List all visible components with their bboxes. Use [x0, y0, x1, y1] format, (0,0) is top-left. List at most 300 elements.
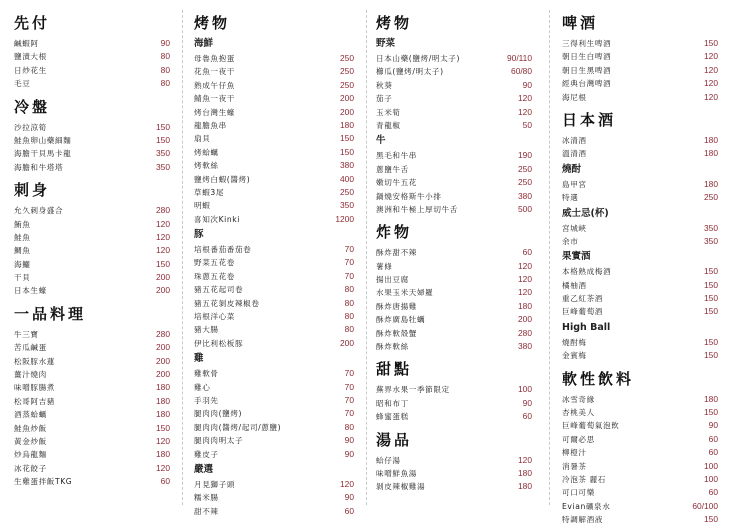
item-name: 杏桃美人 [562, 408, 595, 418]
menu-item [14, 284, 170, 297]
item-price: 350 [704, 222, 718, 233]
item-price: 120 [156, 218, 170, 229]
item-name: 特選 [562, 193, 579, 203]
item-price: 250 [518, 177, 532, 188]
subsection-heading: 雞 [194, 353, 204, 365]
menu-item [14, 462, 170, 475]
menu-item [562, 513, 718, 526]
item-price: 200 [156, 369, 170, 380]
item-price: 60 [708, 487, 718, 498]
item-price: 250 [704, 192, 718, 203]
item-name: 野菜五花卷 [194, 258, 235, 268]
item-price: 60/80 [511, 66, 532, 77]
item-price: 350 [340, 200, 354, 211]
menu-item [14, 368, 170, 381]
subsection-heading: 野菜 [376, 38, 396, 49]
item-name: 毛豆 [14, 79, 31, 89]
menu-item [376, 467, 532, 480]
item-name: 雞心 [194, 382, 211, 392]
menu-item [194, 256, 354, 269]
item-price: 100 [704, 460, 718, 471]
item-price: 60/100 [692, 500, 718, 511]
item-price: 80 [344, 311, 354, 322]
item-name: 冰花餃子 [14, 463, 47, 473]
item-price: 120 [156, 435, 170, 446]
item-name: 海膽和牛塔塔 [14, 162, 64, 172]
item-name: 海尼根 [562, 92, 587, 102]
item-price: 50 [522, 119, 532, 130]
item-name: 黑毛和牛串 [376, 151, 417, 161]
item-name: 甜不辣 [194, 506, 219, 516]
item-name: 三得利生啤酒 [562, 39, 612, 48]
item-name: 日本山藥(鹽烤/明太子) [376, 54, 461, 63]
item-name: 青龍椒 [376, 120, 401, 130]
menu-item [194, 297, 354, 310]
menu-item [376, 397, 532, 410]
item-price: 120 [518, 287, 532, 298]
subsection-heading: 海鮮 [194, 38, 214, 49]
menu-item [194, 323, 354, 336]
item-price: 90 [708, 420, 718, 431]
item-name: 可口可樂 [562, 488, 595, 498]
item-name: 橘柚酒 [562, 280, 587, 290]
item-name: 牛三寶 [14, 329, 39, 339]
menu-item [194, 146, 354, 159]
section-heading: 先付 [14, 14, 51, 32]
item-price: 150 [156, 422, 170, 433]
item-price: 80 [344, 421, 354, 432]
menu-item [562, 433, 718, 446]
menu-item [376, 79, 532, 92]
menu-item [376, 383, 532, 396]
item-price: 380 [518, 190, 532, 201]
menu-item [194, 421, 354, 434]
menu-item [562, 77, 718, 90]
item-price: 100 [704, 473, 718, 484]
menu-item [14, 448, 170, 461]
menu-item [376, 480, 532, 493]
item-name: 龍膽魚串 [194, 120, 227, 130]
menu-item [376, 327, 532, 340]
item-name: 烤蛤蠣 [194, 147, 219, 157]
item-name: 酥炸廣島牡蠣 [376, 315, 426, 325]
section-heading: 刺身 [14, 181, 51, 200]
item-name: 雞皮子 [194, 449, 219, 459]
item-price: 150 [704, 293, 718, 304]
menu-item [194, 173, 354, 186]
item-name: 酥炸甜不辣 [376, 248, 417, 258]
item-price: 180 [156, 449, 170, 460]
item-price: 200 [156, 355, 170, 366]
item-price: 250 [518, 163, 532, 174]
item-price: 150 [704, 336, 718, 347]
item-name: 燒酎梅 [562, 337, 587, 347]
item-price: 180 [156, 395, 170, 406]
menu-item [194, 79, 354, 92]
item-name: 手羽先 [194, 395, 219, 405]
item-name: 鍋燒安格斯牛小排 [376, 191, 442, 201]
item-price: 150 [704, 350, 718, 361]
item-name: 余市 [562, 236, 579, 246]
item-name: 允久刺身盛合 [14, 206, 64, 216]
menu-item [376, 163, 532, 176]
subsection-heading: 燒酎 [562, 163, 582, 175]
section-heading: 湯品 [376, 430, 413, 449]
item-name: Evian礦泉水 [562, 501, 611, 511]
item-name: 本格熟成梅酒 [562, 267, 612, 277]
item-name: 酥炸軟殼蟹 [376, 328, 417, 338]
item-name: 腿肉肉(醬烤/起司/蔥鹽) [194, 422, 282, 432]
subsection-heading: High Ball [562, 321, 611, 333]
subsection-heading: 嚴選 [194, 463, 214, 475]
menu-item [194, 92, 354, 105]
item-price: 120 [156, 231, 170, 242]
menu-item [376, 203, 532, 216]
menu-item [562, 486, 718, 499]
menu-item [376, 246, 532, 259]
menu-item [14, 77, 170, 90]
item-name: 島甲宮 [562, 179, 587, 189]
item-name: 沙拉涼筍 [14, 122, 47, 132]
item-price: 80 [344, 284, 354, 295]
menu-item [14, 204, 170, 217]
item-price: 150 [704, 279, 718, 290]
item-price: 350 [704, 235, 718, 246]
item-price: 150 [704, 514, 718, 525]
item-name: 冷泡茶 麗石 [562, 474, 606, 484]
item-name: 烤軟絲 [194, 161, 219, 171]
menu-item [194, 199, 354, 212]
menu-item [14, 355, 170, 368]
menu-item [562, 393, 718, 406]
item-price: 180 [518, 467, 532, 478]
menu-item [562, 91, 718, 104]
item-price: 90 [522, 79, 532, 90]
item-name: 金賓梅 [562, 351, 587, 361]
subsection-heading: 威士忌(杯) [562, 207, 609, 219]
item-price: 250 [340, 186, 354, 197]
item-name: 嫩切牛五花 [376, 178, 417, 188]
item-price: 120 [518, 260, 532, 271]
item-price: 80 [160, 64, 170, 75]
menu-item [562, 235, 718, 248]
item-name: 扇貝 [194, 134, 211, 144]
item-name: 揚出豆腐 [376, 275, 409, 285]
menu-item [376, 286, 532, 299]
item-price: 200 [156, 272, 170, 283]
menu-item [194, 478, 354, 491]
item-name: 鮭魚 [14, 232, 31, 242]
item-name: 豬五花剝皮辣椒卷 [194, 298, 260, 308]
item-price: 180 [156, 382, 170, 393]
menu-item [194, 283, 354, 296]
item-name: 酒蒸蛤蠣 [14, 410, 47, 420]
menu-item [194, 367, 354, 380]
section-heading: 炸物 [376, 223, 413, 242]
menu-column-2 [194, 10, 354, 518]
menu-item [194, 119, 354, 132]
item-name: 鮪魚 [14, 219, 31, 229]
menu-item [14, 341, 170, 354]
item-name: 培根番茄番茄卷 [194, 245, 252, 255]
menu-item [194, 407, 354, 420]
item-price: 150 [340, 146, 354, 157]
item-name: 蛤仔湯 [376, 455, 401, 465]
item-price: 150 [156, 121, 170, 132]
item-name: 剝皮辣椒雞湯 [376, 482, 426, 492]
menu-item [14, 231, 170, 244]
item-price: 80 [160, 78, 170, 89]
item-price: 280 [156, 328, 170, 339]
item-name: 鮭魚卵山藥細麵 [14, 135, 72, 145]
item-name: 重乙紅茶酒 [562, 294, 603, 304]
item-price: 120 [518, 274, 532, 285]
item-name: 秋葵 [376, 80, 393, 90]
item-price: 100 [518, 384, 532, 395]
item-price: 70 [344, 408, 354, 419]
item-name: 黃金炒飯 [14, 436, 47, 446]
section-heading: 烤物 [376, 14, 413, 32]
item-name: 水果玉米天婦羅 [376, 288, 434, 298]
item-name: 豬大腸 [194, 325, 219, 335]
item-price: 120 [156, 245, 170, 256]
item-name: 日本生蠔 [14, 286, 47, 296]
item-price: 120 [156, 462, 170, 473]
subsection-heading: 牛 [376, 135, 386, 147]
item-price: 250 [340, 79, 354, 90]
item-name: 伊比利松板豚 [194, 338, 244, 348]
menu-item [562, 37, 718, 50]
item-name: 豬五花起司卷 [194, 285, 244, 295]
menu-column-4 [562, 10, 718, 527]
item-price: 380 [340, 160, 354, 171]
menu-item [194, 337, 354, 350]
menu-item [14, 328, 170, 341]
column-divider [182, 10, 183, 505]
item-name: 月見獅子頭 [194, 479, 235, 489]
item-price: 250 [340, 53, 354, 63]
menu-item [194, 381, 354, 394]
menu-item [562, 279, 718, 292]
item-price: 200 [156, 342, 170, 353]
item-price: 120 [340, 478, 354, 489]
item-name: 柳橙汁 [562, 448, 587, 458]
item-price: 90 [160, 38, 170, 48]
item-price: 150 [704, 266, 718, 277]
item-name: 鯛魚 [14, 246, 31, 256]
item-name: 鯖魚一夜干 [194, 94, 235, 104]
item-price: 90 [344, 492, 354, 503]
item-price: 120 [518, 106, 532, 117]
item-name: 海膽干貝馬卡龍 [14, 149, 72, 159]
menu-item [14, 37, 170, 50]
item-price: 280 [518, 327, 532, 338]
item-price: 70 [344, 257, 354, 268]
item-name: 苦瓜鹹蛋 [14, 343, 47, 353]
item-name: 蕪界水果一季節限定 [376, 385, 450, 395]
item-price: 120 [704, 78, 718, 89]
item-name: 鹽漬大根 [14, 52, 47, 62]
item-price: 200 [156, 285, 170, 296]
menu-item [562, 406, 718, 419]
item-price: 180 [704, 393, 718, 404]
item-price: 180 [704, 134, 718, 145]
menu-column-3 [376, 10, 532, 494]
subsection-heading: 豚 [194, 229, 204, 241]
item-name: 味噌豚腸煮 [14, 383, 55, 393]
item-price: 400 [340, 173, 354, 184]
menu-column-1 [14, 10, 170, 489]
item-name: 生雞蛋拌飯TKG [14, 477, 73, 487]
item-price: 120 [518, 93, 532, 104]
item-price: 150 [156, 258, 170, 269]
section-heading: 冷盤 [14, 97, 51, 116]
item-price: 120 [704, 64, 718, 75]
menu-item [194, 186, 354, 199]
column-divider [366, 10, 367, 505]
menu-item [376, 106, 532, 119]
item-name: 冰雪奇緣 [562, 394, 595, 404]
item-price: 200 [340, 337, 354, 348]
item-price: 200 [340, 106, 354, 117]
menu-item [14, 161, 170, 174]
item-name: 蜂蜜蛋糕 [376, 412, 409, 422]
item-price: 80 [344, 324, 354, 335]
item-name: 鮭魚炒飯 [14, 423, 47, 433]
menu-item [562, 50, 718, 63]
item-name: 喜知次Kinki [194, 214, 240, 224]
item-name: 珠蔥五花卷 [194, 271, 235, 281]
menu-item [194, 65, 354, 78]
menu-item [376, 273, 532, 286]
item-price: 70 [344, 394, 354, 405]
menu-item [376, 340, 532, 353]
item-name: 薯條 [376, 261, 393, 271]
menu-item [194, 270, 354, 283]
item-price: 350 [156, 148, 170, 159]
item-price: 60 [522, 411, 532, 422]
menu-item [562, 265, 718, 278]
item-price: 180 [704, 178, 718, 189]
item-name: 草蝦3尾 [194, 187, 225, 197]
item-price: 60 [708, 447, 718, 458]
menu-item [194, 213, 354, 226]
menu-item [14, 408, 170, 421]
item-name: 冰清酒 [562, 135, 587, 145]
item-name: 消暑茶 [562, 461, 587, 471]
menu-item [562, 305, 718, 318]
section-heading: 日本酒 [562, 110, 617, 129]
item-price: 150 [704, 306, 718, 317]
menu-item [376, 65, 532, 78]
item-price: 60 [344, 505, 354, 516]
item-name: 腿肉肉(鹽烤) [194, 409, 243, 419]
item-price: 120 [518, 454, 532, 465]
item-price: 90 [522, 397, 532, 408]
item-name: 特調解酒液 [562, 515, 603, 525]
item-name: 酥炸軟絲 [376, 342, 409, 352]
item-name: 巨峰葡萄酒 [562, 307, 603, 317]
item-name: 腿肉肉明太子 [194, 436, 244, 446]
item-price: 80 [344, 297, 354, 308]
menu-item [14, 381, 170, 394]
section-heading: 啤酒 [562, 14, 599, 32]
item-name: 鹽烤白蝦(醬烤) [194, 174, 251, 184]
menu-item [562, 134, 718, 147]
item-price: 380 [518, 341, 532, 352]
menu-item [562, 222, 718, 235]
column-divider [549, 10, 550, 505]
item-name: 溫清酒 [562, 149, 587, 159]
item-price: 180 [156, 409, 170, 420]
item-price: 90 [344, 435, 354, 446]
item-name: 薑汁燒肉 [14, 370, 47, 380]
item-price: 70 [344, 244, 354, 255]
menu-item [14, 64, 170, 77]
item-price: 250 [340, 66, 354, 77]
menu-item [376, 119, 532, 132]
menu-item [562, 292, 718, 305]
menu-item [562, 64, 718, 77]
item-name: 酥炸唐揚雞 [376, 301, 417, 311]
section-heading: 烤物 [194, 14, 231, 32]
menu-item [194, 132, 354, 145]
item-name: 茄子 [376, 94, 393, 104]
item-name: 朝日生白啤酒 [562, 52, 612, 62]
menu-item [562, 446, 718, 459]
menu-item [194, 434, 354, 447]
item-price: 120 [704, 91, 718, 102]
menu-item [562, 419, 718, 432]
menu-item [14, 422, 170, 435]
item-price: 80 [160, 51, 170, 62]
item-price: 70 [344, 270, 354, 281]
menu-item [562, 191, 718, 204]
menu-item [14, 435, 170, 448]
menu-item [376, 454, 532, 467]
item-price: 180 [518, 481, 532, 492]
menu-item [562, 178, 718, 191]
item-price: 120 [704, 51, 718, 62]
item-name: 蔥鹽牛舌 [376, 164, 409, 174]
menu-item [194, 106, 354, 119]
item-price: 70 [344, 368, 354, 379]
menu-item [194, 159, 354, 172]
menu-item [376, 190, 532, 203]
menu-item [562, 500, 718, 513]
section-heading: 一品料理 [14, 304, 87, 323]
item-name: 松阪豚水蓮 [14, 356, 55, 366]
menu-item [376, 149, 532, 162]
menu-item [376, 410, 532, 423]
item-name: 松哥阿吉豬 [14, 396, 55, 406]
item-price: 90 [344, 448, 354, 459]
item-name: 日炒花生 [14, 65, 47, 75]
menu-item [376, 52, 532, 65]
item-name: 巨峰葡萄氣泡飲 [562, 421, 620, 431]
item-name: 朝日生黑啤酒 [562, 65, 612, 75]
item-name: 干貝 [14, 273, 31, 283]
item-name: 玉米筍 [376, 107, 401, 117]
item-name: 味噌鮮魚湯 [376, 468, 417, 478]
menu-item [376, 260, 532, 273]
item-price: 150 [340, 133, 354, 144]
section-heading: 甜點 [376, 360, 413, 379]
item-name: 明蝦 [194, 201, 211, 211]
menu-item [562, 460, 718, 473]
item-price: 150 [704, 407, 718, 418]
menu-item [376, 313, 532, 326]
